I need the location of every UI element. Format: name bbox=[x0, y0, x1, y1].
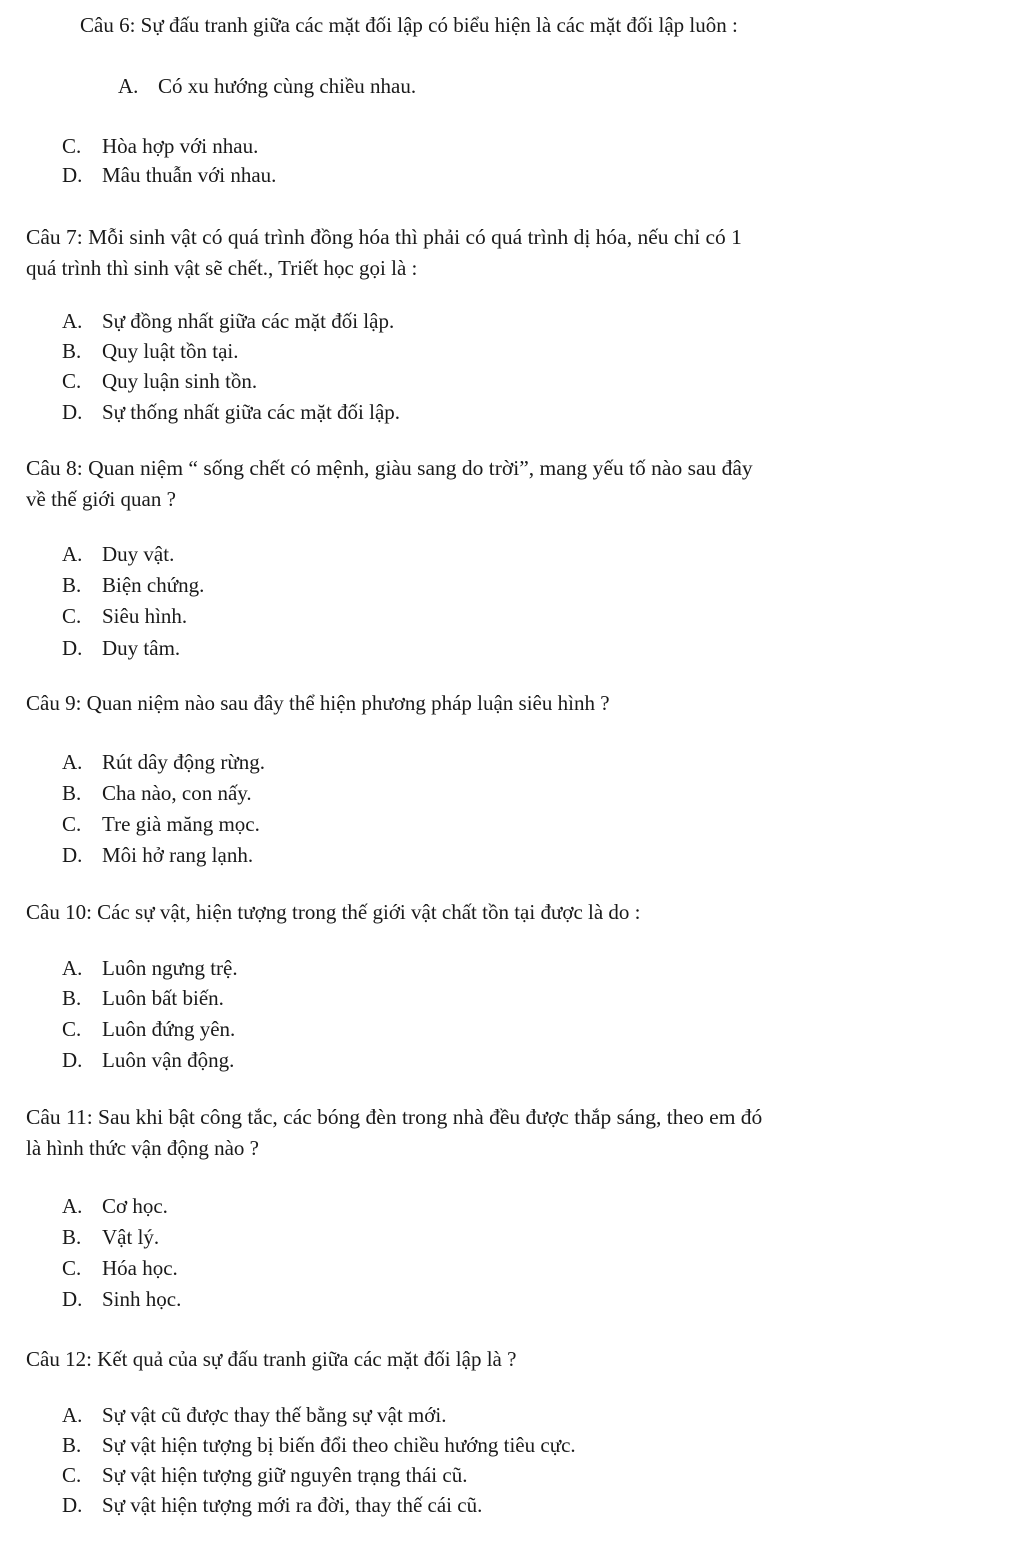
option-letter: B. bbox=[62, 1225, 82, 1249]
question-6-prompt-line-1: Câu 6: Sự đấu tranh giữa các mặt đối lập có biểu hiện là các mặt đối lập luôn : bbox=[80, 13, 738, 37]
question-8-option-c bbox=[62, 603, 187, 629]
question-10-option-c bbox=[62, 1016, 235, 1042]
option-text: Duy tâm. bbox=[102, 636, 181, 660]
option-letter: C. bbox=[62, 1017, 82, 1041]
option-letter: A. bbox=[118, 74, 139, 98]
question-9-option-c bbox=[62, 811, 260, 837]
option-letter: D. bbox=[62, 400, 83, 424]
option-text: Quy luật tồn tại. bbox=[102, 339, 239, 363]
option-text: Biện chứng. bbox=[102, 573, 205, 597]
question-12-option-a bbox=[62, 1402, 446, 1428]
question-11-option-a bbox=[62, 1193, 168, 1219]
question-11-prompt-line-2: là hình thức vận động nào ? bbox=[26, 1136, 259, 1160]
question-8-prompt-line-1: Câu 8: Quan niệm “ sống chết có mệnh, giàu sang do trời”, mang yếu tố nào sau đây bbox=[26, 456, 753, 480]
question-10-option-d bbox=[62, 1047, 234, 1073]
option-letter: D. bbox=[62, 163, 83, 187]
option-text: Hòa hợp với nhau. bbox=[102, 134, 259, 158]
option-letter: B. bbox=[62, 573, 82, 597]
option-letter: C. bbox=[62, 134, 82, 158]
option-text: Mâu thuẫn với nhau. bbox=[102, 163, 277, 187]
option-letter: A. bbox=[62, 750, 83, 774]
option-text: Luôn vận động. bbox=[102, 1048, 235, 1072]
option-text: Quy luận sinh tồn. bbox=[102, 369, 258, 393]
option-text: Sinh học. bbox=[102, 1287, 182, 1311]
question-11-prompt-line-1: Câu 11: Sau khi bật công tắc, các bóng đèn trong nhà đều được thắp sáng, theo em đó bbox=[26, 1105, 763, 1129]
question-6-option-c bbox=[62, 133, 258, 159]
question-8-option-b bbox=[62, 572, 204, 598]
option-letter: C. bbox=[62, 812, 82, 836]
option-text: Tre già măng mọc. bbox=[102, 812, 260, 836]
option-letter: C. bbox=[62, 369, 82, 393]
question-12-option-d bbox=[62, 1492, 482, 1518]
option-text: Sự vật hiện tượng bị biến đổi theo chiều hướng tiêu cực. bbox=[102, 1433, 576, 1457]
option-letter: D. bbox=[62, 1287, 83, 1311]
option-text: Sự thống nhất giữa các mặt đối lập. bbox=[102, 400, 401, 424]
option-text: Hóa học. bbox=[102, 1256, 178, 1280]
option-letter: A. bbox=[62, 309, 83, 333]
option-letter: B. bbox=[62, 339, 82, 363]
option-text: Siêu hình. bbox=[102, 604, 188, 628]
option-text: Vật lý. bbox=[102, 1225, 160, 1249]
question-10-option-a bbox=[62, 955, 238, 981]
option-text: Luôn bất biến. bbox=[102, 986, 224, 1010]
option-text: Duy vật. bbox=[102, 542, 175, 566]
option-text: Cha nào, con nấy. bbox=[102, 781, 252, 805]
option-letter: A. bbox=[62, 1403, 83, 1427]
question-7-prompt-line-1: Câu 7: Mỗi sinh vật có quá trình đồng hóa thì phải có quá trình dị hóa, nếu chỉ có 1 bbox=[26, 225, 742, 249]
question-11-option-b bbox=[62, 1224, 159, 1250]
question-7-option-d bbox=[62, 399, 400, 425]
option-letter: B. bbox=[62, 781, 82, 805]
question-12-option-c bbox=[62, 1462, 467, 1488]
option-text: Cơ học. bbox=[102, 1194, 168, 1218]
question-9-prompt-line-1: Câu 9: Quan niệm nào sau đây thể hiện phương pháp luận siêu hình ? bbox=[26, 691, 610, 715]
question-12-prompt-line-1: Câu 12: Kết quả của sự đấu tranh giữa các mặt đối lập là ? bbox=[26, 1347, 517, 1371]
question-10-option-b bbox=[62, 985, 224, 1011]
option-letter: A. bbox=[62, 1194, 83, 1218]
option-text: Rút dây động rừng. bbox=[102, 750, 266, 774]
option-text: Sự vật hiện tượng giữ nguyên trạng thái cũ. bbox=[102, 1463, 468, 1487]
question-7-option-a bbox=[62, 308, 394, 334]
option-text: Môi hở rang lạnh. bbox=[102, 843, 254, 867]
question-7-option-c bbox=[62, 368, 257, 394]
option-text: Sự đồng nhất giữa các mặt đối lập. bbox=[102, 309, 395, 333]
question-9-option-b bbox=[62, 780, 252, 806]
question-8-prompt-line-2: về thế giới quan ? bbox=[26, 487, 176, 511]
question-6-option-a bbox=[118, 73, 416, 99]
option-letter: D. bbox=[62, 1048, 83, 1072]
option-letter: D. bbox=[62, 843, 83, 867]
question-6-option-d bbox=[62, 162, 276, 188]
option-text: Có xu hướng cùng chiều nhau. bbox=[158, 74, 417, 98]
option-letter: C. bbox=[62, 1463, 82, 1487]
option-text: Sự vật hiện tượng mới ra đời, thay thế cái cũ. bbox=[102, 1493, 483, 1517]
question-12-option-b bbox=[62, 1432, 576, 1458]
option-letter: D. bbox=[62, 636, 83, 660]
question-9-option-a bbox=[62, 749, 265, 775]
option-letter: C. bbox=[62, 1256, 82, 1280]
option-letter: A. bbox=[62, 542, 83, 566]
option-letter: A. bbox=[62, 956, 83, 980]
question-9-option-d bbox=[62, 842, 253, 868]
question-11-option-d bbox=[62, 1286, 181, 1312]
option-letter: C. bbox=[62, 604, 82, 628]
question-8-option-a bbox=[62, 541, 174, 567]
option-text: Sự vật cũ được thay thế bằng sự vật mới. bbox=[102, 1403, 447, 1427]
option-text: Luôn đứng yên. bbox=[102, 1017, 236, 1041]
option-letter: D. bbox=[62, 1493, 83, 1517]
question-8-option-d bbox=[62, 635, 180, 661]
question-11-option-c bbox=[62, 1255, 178, 1281]
question-7-prompt-line-2: quá trình thì sinh vật sẽ chết., Triết học gọi là : bbox=[26, 256, 418, 280]
question-7-option-b bbox=[62, 338, 238, 364]
question-10-prompt-line-1: Câu 10: Các sự vật, hiện tượng trong thế giới vật chất tồn tại được là do : bbox=[26, 900, 641, 924]
option-text: Luôn ngưng trệ. bbox=[102, 956, 238, 980]
option-letter: B. bbox=[62, 986, 82, 1010]
option-letter: B. bbox=[62, 1433, 82, 1457]
